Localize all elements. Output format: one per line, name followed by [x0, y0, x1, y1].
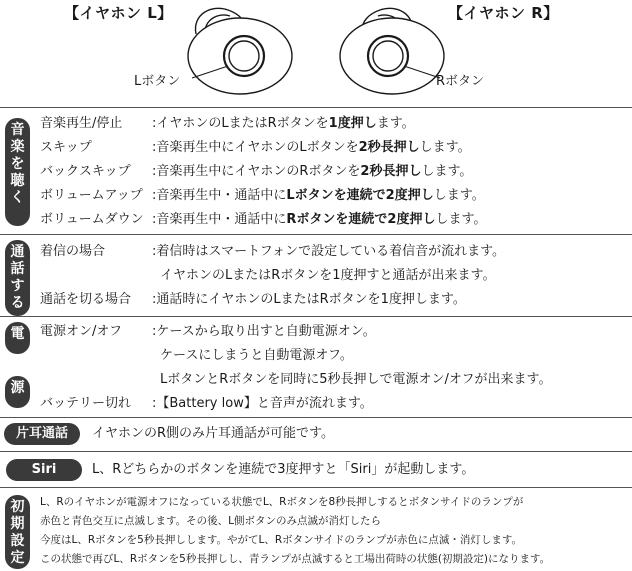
tag-char: 通 [10, 244, 25, 260]
row-desc: ケースにしまうと自動電源オフ。 [160, 348, 353, 363]
divider [0, 234, 632, 235]
row-label: 着信の場合 [40, 244, 106, 259]
tag-char: を [10, 156, 25, 172]
desc-text: :音楽再生中・通話中に [152, 188, 287, 203]
call-row-incoming [40, 240, 506, 264]
tag-char: 源 [10, 380, 25, 396]
desc-bold: 2秒長押し [358, 140, 420, 155]
row-label: 電源オン/オフ [40, 324, 122, 339]
tag-char: る [10, 295, 25, 311]
reset-section-tag [5, 495, 30, 569]
row-desc: イヤホンのLまたはRボタンを1度押すと通話が出来ます。 [160, 268, 496, 283]
row-label: ボリュームアップ [40, 188, 143, 203]
desc-text: します。 [419, 140, 471, 155]
mono-call-badge: 片耳通話 [4, 423, 80, 445]
tag-char: く [10, 190, 25, 206]
desc-bold: 1度押し [328, 116, 377, 131]
reset-line: L、Rのイヤホンが電源オフになっている状態でL、Rボタンを8秒長押しするとボタンサイドのランプが [40, 496, 524, 508]
power-row-on-off [40, 320, 376, 344]
power-section-tag-top [5, 322, 30, 354]
desc-text: :音楽再生中にイヤホンのLボタンを [152, 140, 359, 155]
left-earbud-title: 【イヤホン L】 [64, 4, 173, 22]
right-earbud-icon [340, 8, 444, 94]
tag-char: 聴 [10, 173, 25, 189]
tag-char: 初 [10, 499, 25, 515]
divider [0, 316, 632, 317]
row-desc: LボタンとRボタンを同時に5秒長押しで電源オン/オフが出来ます。 [160, 372, 552, 387]
desc-text: します。 [421, 164, 473, 179]
row-label: ボリュームダウン [40, 212, 144, 227]
right-earbud-title: 【イヤホン R】 [448, 4, 559, 22]
desc-bold: 2秒長押し [360, 164, 422, 179]
tag-char: 定 [10, 550, 25, 566]
desc-bold: Lボタンを連続で2度押し [286, 188, 434, 203]
music-row-volume-down [40, 208, 487, 232]
siri-text: L、Rどちらかのボタンを連続で3度押すと「Siri」が起動します。 [92, 462, 475, 477]
reset-line: 今度はL、Rボタンを5秒長押しします。やがてL、Rボタンサイドのランプが赤色に点滅・消灯します。 [40, 534, 523, 546]
music-row-back-skip [40, 160, 473, 184]
divider [0, 487, 632, 488]
row-label: バックスキップ [40, 164, 131, 179]
row-label: スキップ [40, 140, 92, 155]
desc-text: :音楽再生中にイヤホンのRボタンを [152, 164, 361, 179]
row-desc: :【Battery low】と音声が流れます。 [152, 396, 373, 411]
reset-line: 赤色と青色交互に点滅します。その後、L側ボタンのみ点滅が消灯したら [40, 515, 382, 527]
tag-char: 設 [10, 533, 25, 549]
desc-bold: Rボタンを連続で2度押し [286, 212, 436, 227]
divider [0, 107, 632, 108]
row-label: 通話を切る場合 [40, 292, 132, 307]
row-label: 音楽再生/停止 [40, 116, 123, 131]
row-desc: :着信時はスマートフォンで設定している着信音が流れます。 [152, 244, 506, 259]
earbuds-illustration [0, 0, 632, 104]
desc-text: :音楽再生中・通話中に [152, 212, 287, 227]
tag-char: 話 [10, 261, 25, 277]
music-row-volume-up [40, 184, 485, 208]
reset-line: この状態で再びL、Rボタンを5秒長押しし、青ランプが点滅すると工場出荷時の状態(初期設定)になります。 [40, 553, 551, 565]
power-section-tag-bottom [5, 376, 30, 408]
tag-char: 音 [10, 122, 25, 138]
tag-char: 電 [10, 326, 25, 342]
tag-char: 期 [10, 516, 25, 532]
music-row-play-stop [40, 112, 415, 136]
left-button-label: Lボタン [134, 74, 181, 89]
row-desc: :ケースから取り出すと自動電源オン。 [152, 324, 376, 339]
desc-text: します。 [433, 188, 485, 203]
divider [0, 417, 632, 418]
siri-badge: Siri [6, 459, 82, 481]
row-label: バッテリー切れ [40, 396, 132, 411]
desc-text: :イヤホンのLまたはRボタンを [152, 116, 329, 131]
mono-call-text: イヤホンのR側のみ片耳通話が可能です。 [92, 426, 334, 441]
divider [0, 451, 632, 452]
desc-text: ます。 [376, 116, 415, 131]
music-row-skip [40, 136, 471, 160]
music-section-tag [5, 118, 30, 226]
tag-char: す [10, 278, 25, 294]
call-row-hangup [40, 288, 466, 312]
left-earbud-icon [188, 8, 292, 94]
tag-char: 楽 [10, 139, 25, 155]
desc-text: します。 [435, 212, 487, 227]
call-section-tag [5, 240, 30, 316]
right-button-label: Rボタン [436, 74, 485, 89]
row-desc: :通話時にイヤホンのLまたはRボタンを1度押します。 [152, 292, 466, 307]
power-row-battery-low [40, 392, 373, 416]
